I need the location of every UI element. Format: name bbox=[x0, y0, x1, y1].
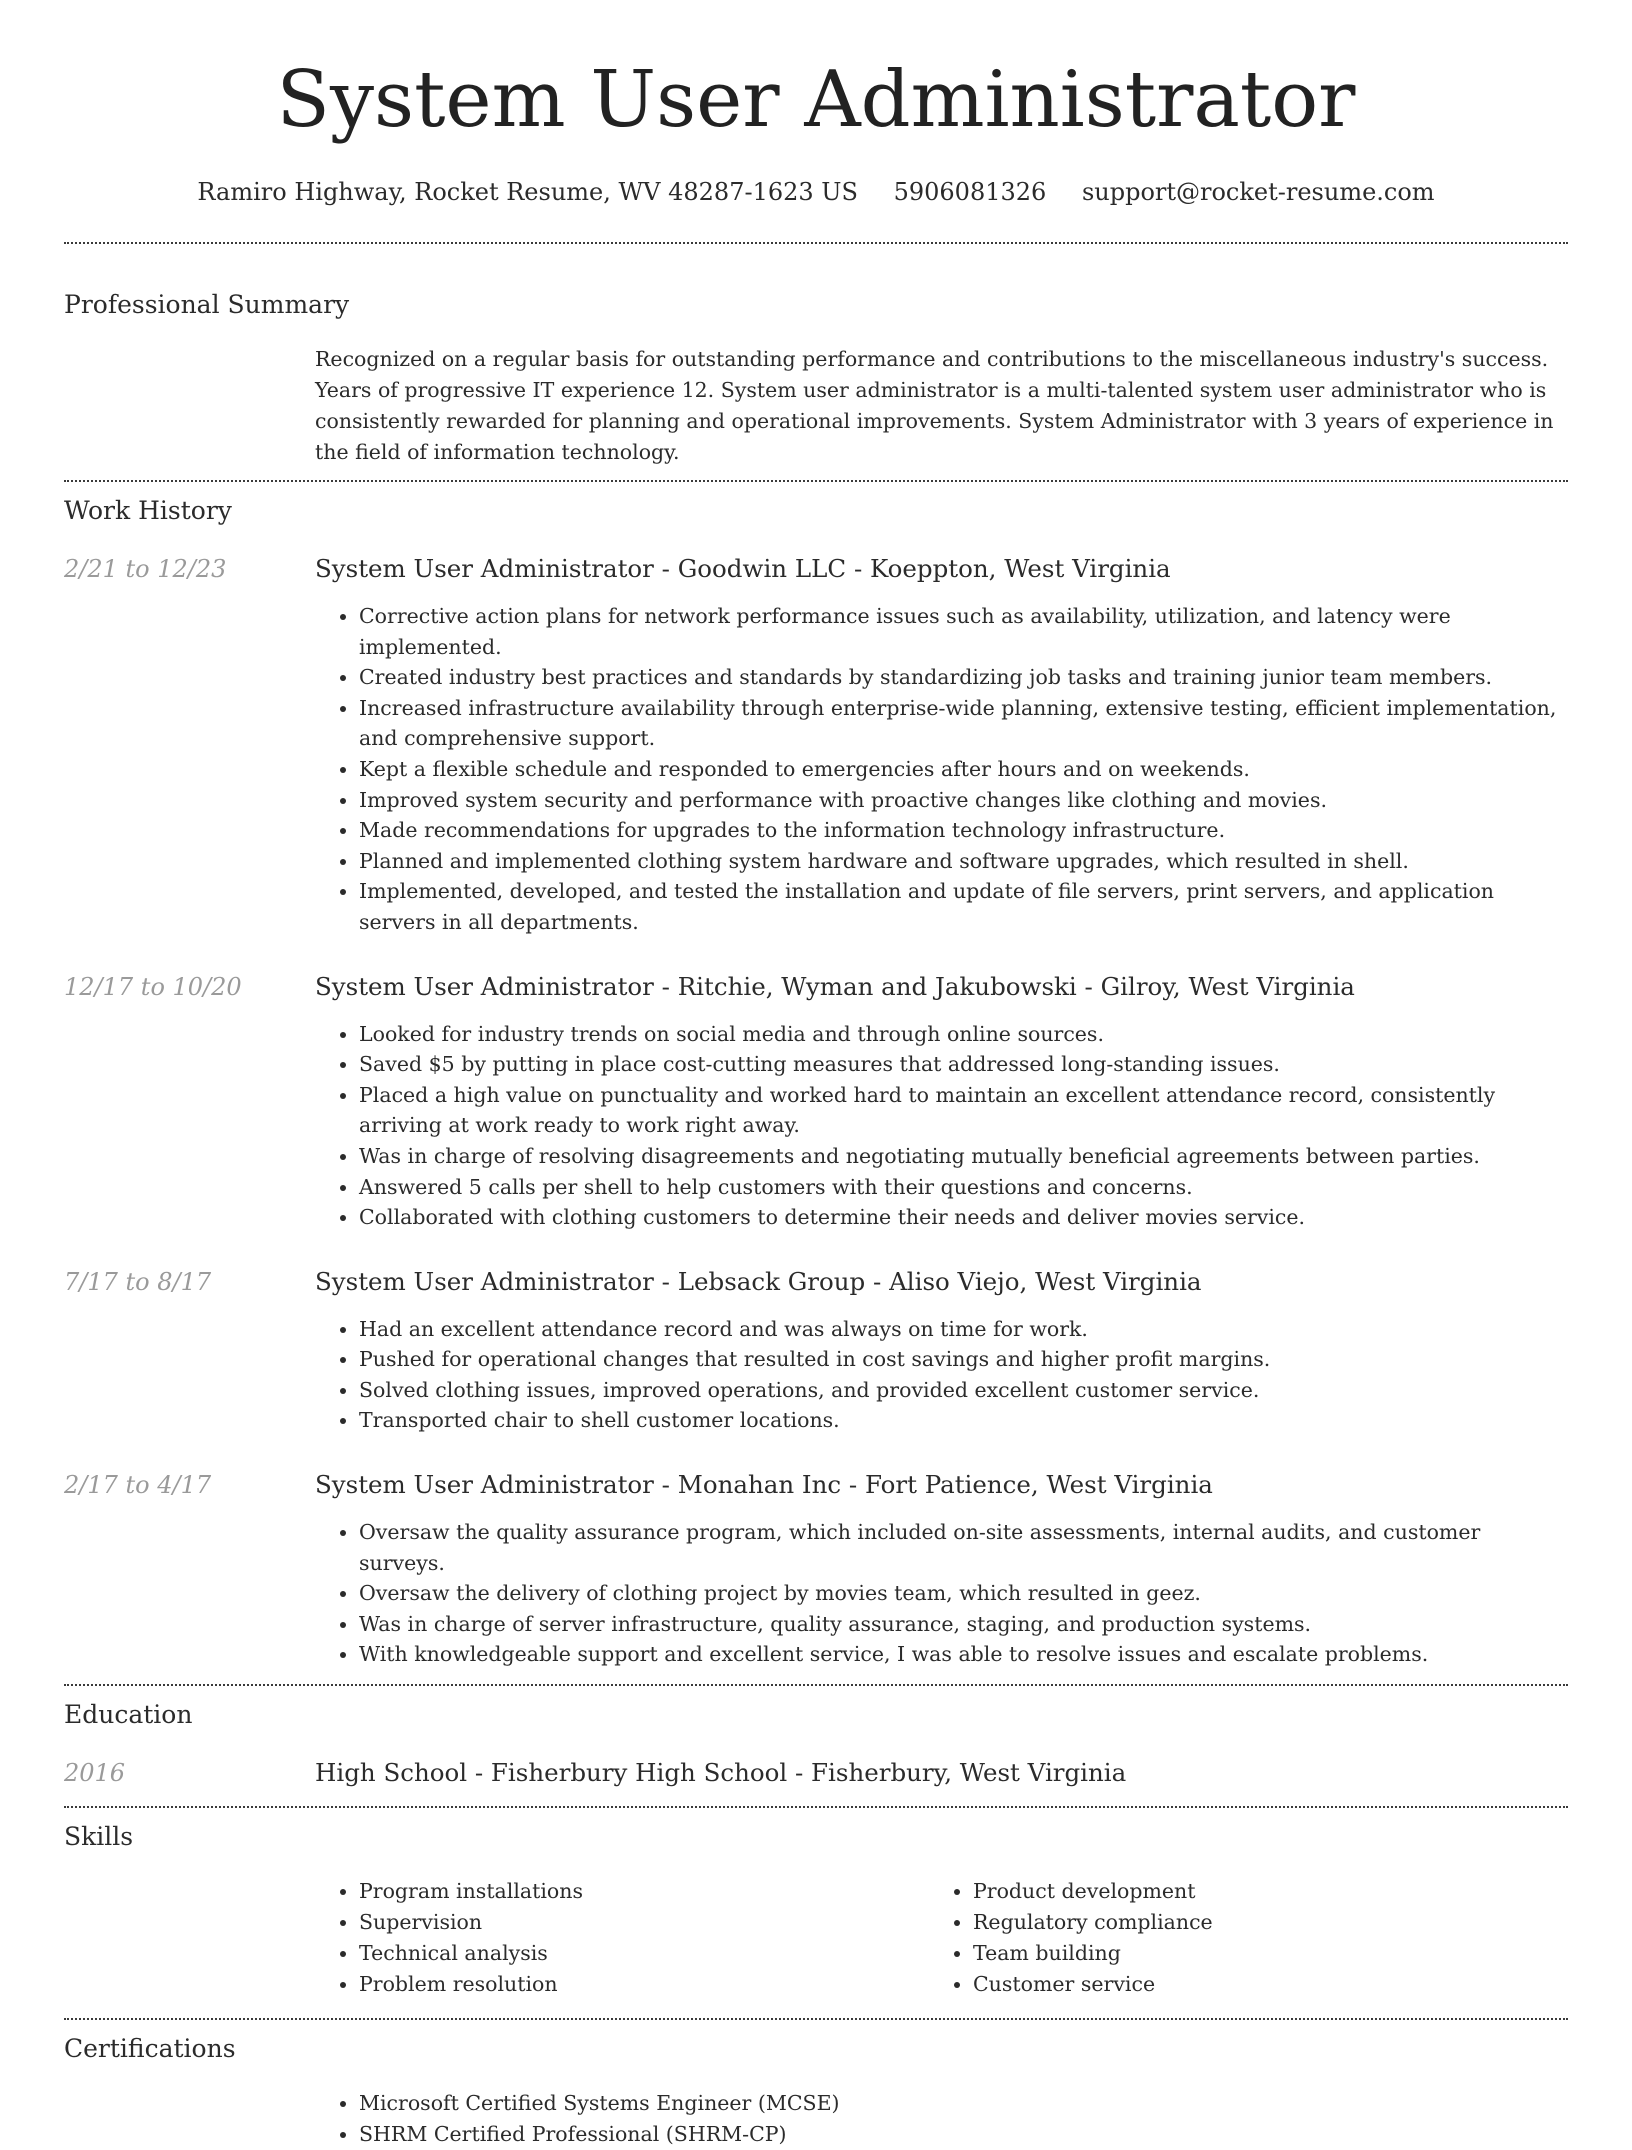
summary-heading: Professional Summary bbox=[64, 290, 350, 319]
skill-item: • Team building bbox=[973, 1938, 1543, 1969]
job-bullet: • Answered 5 calls per shell to help customers with their questions and concerns. bbox=[359, 1172, 1568, 1203]
work-history-heading: Work History bbox=[64, 496, 232, 525]
contact-email: support@rocket-resume.com bbox=[1081, 178, 1435, 206]
job-dates: 2/17 to 4/17 bbox=[64, 1471, 212, 1500]
skill-item: • Supervision bbox=[359, 1907, 929, 1938]
skill-item: • Regulatory compliance bbox=[973, 1907, 1543, 1938]
job-bullet: • Improved system security and performance with proactive changes like clothing and movies. bbox=[359, 785, 1568, 816]
job-bullet: • Corrective action plans for network performance issues such as availability, utilization, and latency were implemented. bbox=[359, 601, 1568, 662]
section-divider bbox=[64, 2018, 1568, 2020]
job-bullet: • Transported chair to shell customer locations. bbox=[359, 1405, 1568, 1436]
job-dates: 7/17 to 8/17 bbox=[64, 1267, 212, 1296]
education-entry bbox=[64, 1756, 1568, 1790]
job-dates: 12/17 to 10/20 bbox=[64, 972, 242, 1001]
job-bullets bbox=[315, 1019, 1568, 1233]
education-heading: Education bbox=[64, 1700, 193, 1730]
job-bullet: • Looked for industry trends on social media and through online sources. bbox=[359, 1019, 1568, 1050]
job-bullet: • Planned and implemented clothing system hardware and software upgrades, which resulted in shell. bbox=[359, 846, 1568, 877]
job-bullet: • Kept a flexible schedule and responded to emergencies after hours and on weekends. bbox=[359, 754, 1568, 785]
job-bullets bbox=[315, 601, 1568, 938]
contact-address: Ramiro Highway, Rocket Resume, WV 48287-1623 US bbox=[197, 178, 858, 206]
job-dates: 2/21 to 12/23 bbox=[64, 555, 227, 583]
job-bullets bbox=[315, 1517, 1568, 1670]
job-bullet: • Placed a high value on punctuality and worked hard to maintain an excellent attendance record, consistently arriving at work ready to work right away. bbox=[359, 1080, 1568, 1141]
job-title: System User Administrator - Monahan Inc - Fort Patience, West Virginia bbox=[315, 1470, 1213, 1500]
skill-item: • Problem resolution bbox=[359, 1969, 929, 2000]
skill-item: • Program installations bbox=[359, 1876, 929, 1907]
certifications-heading: Certifications bbox=[64, 2034, 236, 2064]
skills-list bbox=[315, 1876, 1568, 2000]
resume-title: System User Administrator bbox=[276, 55, 1356, 145]
skills-column-left bbox=[315, 1876, 929, 2000]
job-bullet: • Oversaw the delivery of clothing project by movies team, which resulted in geez. bbox=[359, 1578, 1568, 1609]
job-entry bbox=[64, 970, 1568, 1233]
skills-heading: Skills bbox=[64, 1822, 134, 1852]
job-bullet: • Was in charge of resolving disagreements and negotiating mutually beneficial agreements between parties. bbox=[359, 1141, 1568, 1172]
certification-item: • SHRM Certified Professional (SHRM-CP) bbox=[359, 2119, 1568, 2150]
job-bullet: • Pushed for operational changes that resulted in cost savings and higher profit margins. bbox=[359, 1344, 1568, 1375]
summary-text: Recognized on a regular basis for outstanding performance and contributions to the miscellaneous industry's success. Years of progressive IT experience 12. System user administrator is a multi-talented system user administrator who is consistently rewarded for planning and operational improvements. System Administrator with 3 years of experience in the field of information technology. bbox=[315, 347, 1554, 464]
job-bullet: • Solved clothing issues, improved operations, and provided excellent customer service. bbox=[359, 1375, 1568, 1406]
job-bullet: • Made recommendations for upgrades to the information technology infrastructure. bbox=[359, 815, 1568, 846]
job-title: System User Administrator - Ritchie, Wyman and Jakubowski - Gilroy, West Virginia bbox=[315, 971, 1355, 1001]
job-title: System User Administrator - Lebsack Group - Aliso Viejo, West Virginia bbox=[315, 1266, 1202, 1296]
section-divider bbox=[64, 1684, 1568, 1686]
skill-item: • Customer service bbox=[973, 1969, 1543, 2000]
certification-item: • Microsoft Certified Systems Engineer (MCSE) bbox=[359, 2088, 1568, 2119]
education-title: High School - Fisherbury High School - Fisherbury, West Virginia bbox=[315, 1758, 1127, 1788]
job-title: System User Administrator - Goodwin LLC - Koeppton, West Virginia bbox=[315, 554, 1171, 583]
job-bullets bbox=[315, 1314, 1568, 1436]
skill-item: • Product development bbox=[973, 1876, 1543, 1907]
job-bullet: • Was in charge of server infrastructure, quality assurance, staging, and production systems. bbox=[359, 1609, 1568, 1640]
skills-column-right bbox=[929, 1876, 1543, 2000]
section-divider bbox=[64, 1806, 1568, 1808]
section-divider bbox=[64, 480, 1568, 482]
certifications-list bbox=[315, 2088, 1568, 2150]
job-bullet: • Collaborated with clothing customers to determine their needs and deliver movies service. bbox=[359, 1202, 1568, 1233]
job-entry bbox=[64, 552, 1568, 938]
skill-item: • Technical analysis bbox=[359, 1938, 929, 1969]
job-bullet: • With knowledgeable support and excellent service, I was able to resolve issues and escalate problems. bbox=[359, 1639, 1568, 1670]
job-bullet: • Oversaw the quality assurance program, which included on-site assessments, internal audits, and customer surveys. bbox=[359, 1517, 1568, 1578]
job-entry bbox=[64, 1265, 1568, 1436]
job-bullet: • Had an excellent attendance record and was always on time for work. bbox=[359, 1314, 1568, 1345]
job-bullet: • Created industry best practices and standards by standardizing job tasks and training junior team members. bbox=[359, 662, 1568, 693]
job-bullet: • Increased infrastructure availability through enterprise-wide planning, extensive testing, efficient implementation, and comprehensive support. bbox=[359, 693, 1568, 754]
job-bullet: • Implemented, developed, and tested the installation and update of file servers, print servers, and application servers in all departments. bbox=[359, 876, 1568, 937]
job-entry bbox=[64, 1468, 1568, 1670]
job-bullet: • Saved $5 by putting in place cost-cutting measures that addressed long-standing issues. bbox=[359, 1049, 1568, 1080]
section-divider bbox=[64, 242, 1568, 244]
contact-phone: 5906081326 bbox=[893, 178, 1047, 206]
contact-line bbox=[64, 176, 1568, 208]
education-year: 2016 bbox=[64, 1759, 126, 1788]
